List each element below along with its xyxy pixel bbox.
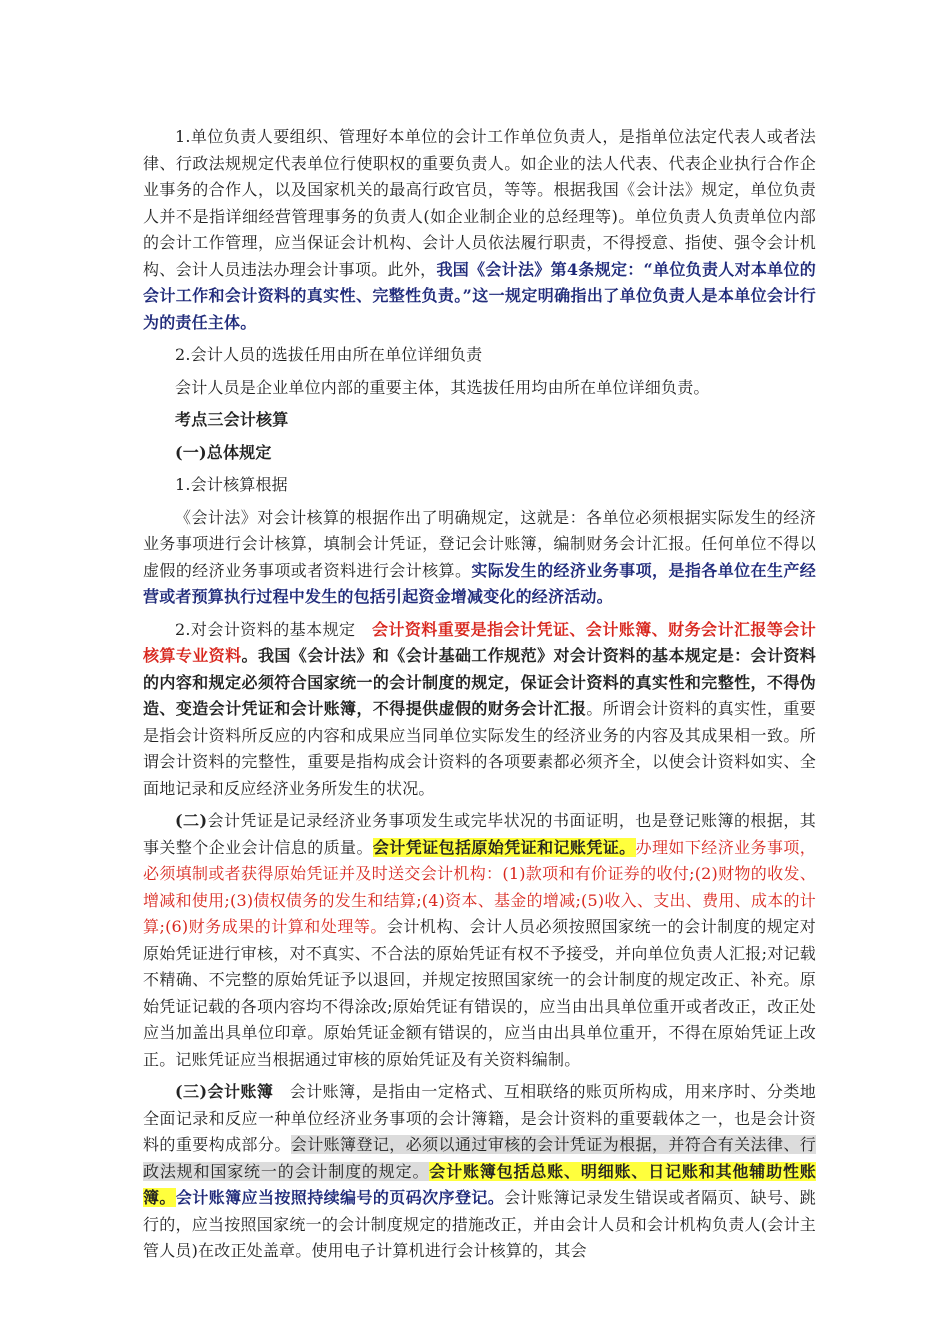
text-normal: 会计账簿，是指由一定格式、互相联络的账页所构成，用来序时、分类地全面记录和反应一种单位经济业务事项的会计簿籍，是会计资料的重要载体之一，也是会计资料的重要构成部分。 — [143, 1082, 816, 1154]
text-highlight: 会计账簿包括总账、明细账、日记账和其他辅助性账簿。 — [143, 1161, 816, 1207]
text-normal-2: 会计账簿记录发生错误或者隔页、缺号、跳行的，应当按照国家统一的会计制度规定的措施改正，并由会计人员和会计机构负责人(会计主管人员)在改正处盖章。使用电子计算机进行会计核算的，其会 — [143, 1188, 816, 1260]
text-highlight: 会计凭证包括原始凭证和记账凭证。 — [372, 837, 636, 857]
paragraph-accounting-basis — [143, 505, 816, 611]
paragraph-vouchers — [143, 808, 816, 1073]
text-heading: (二) — [175, 811, 208, 830]
text-normal: 1.单位负责人要组织、管理好本单位的会计工作单位负责人，是指单位法定代表人或者法律、行政法规规定代表单位行使职权的重要负责人。如企业的法人代表、代表企业执行合作企业事务的合作人，以及国家机关的最高行政官员，等等。根据我国《会计法》规定，单位负责人并不是指详细经营管理事务的负责人(如企业制企业的总经理等)。单位负责人负责单位内部的会计工作管理，应当保证会计机构、会计人员依法履行职责，不得授意、指使、强令会计机构、会计人员违法办理会计事项。此外， — [143, 127, 816, 279]
text-emphasis: 会计账簿应当按照持续编号的页码次序登记。 — [175, 1188, 505, 1207]
text-emphasis: 我国《会计法》第4条规定：“单位负责人对本单位的会计工作和会计资料的真实性、完整性负责。”这一规定明确指出了单位负责人是本单位会计行为的责任主体。 — [143, 259, 816, 332]
text-heading: (三)会计账簿 — [175, 1082, 274, 1101]
text-normal-2: 会计机构、会计人员必须按照国家统一的会计制度的规定对原始凭证进行审核，对不真实、不合法的原始凭证有权不予接受，并向单位负责人汇报;对记载不精确、不完整的原始凭证予以退回，并规定按照国家统一的会计制度的规定改正、补充。原始凭证记载的各项内容均不得涂改;原始凭证有错误的，应当由出具单位重开或者改正，改正处应当加盖出具单位印章。原始凭证金额有错误的，应当由出具单位重开，不得在原始凭证上改正。记账凭证应当根据通过审核的原始凭证及有关资料编制。 — [143, 917, 816, 1069]
paragraph-accounting-materials — [143, 617, 816, 803]
paragraph-staff-selection-title: 2.会计人员的选拔任用由所在单位详细负责 — [175, 345, 483, 364]
paragraph-account-books — [143, 1079, 816, 1265]
text-bold: 。我国《会计法》和《会计基础工作规范》对会计资料的基本规定是：会计资料的内容和规定必须符合国家统一的会计制度的规定，保证会计资料的真实性和完整性，不得伪造、变造会计凭证和会计账簿，不得提供虚假的财务会计汇报 — [143, 646, 816, 718]
text-emphasis: 实际发生的经济业务事项，是指各单位在生产经营或者预算执行过程中发生的包括引起资金增减变化的经济活动。 — [143, 560, 816, 606]
subsection-heading-general: (一)总体规定 — [175, 442, 272, 462]
text-red-bold: 会计资料重要是指会计凭证、会计账簿、财务会计汇报等会计核算专业资料 — [143, 619, 816, 665]
section-heading-accounting: 考点三会计核算 — [175, 410, 289, 429]
paragraph-unit-head-duty — [143, 124, 816, 336]
text-normal: 《会计法》对会计核算的根据作出了明确规定，这就是：各单位必须根据实际发生的经济业务事项进行会计核算，填制会计凭证，登记会计账簿，编制财务会计汇报。任何单位不得以虚假的经济业务事项或者资料进行会计核算。 — [143, 507, 816, 580]
text-normal: 。所谓会计资料的真实性，重要是指会计资料所反应的内容和成果应当同单位实际发生的经济业务的内容及其成果相一致。所谓会计资料的完整性，重要是指构成会计资料的各项要素都必须齐全，以使会计资料如实、全面地记录和反应经济业务所发生的状况。 — [143, 699, 816, 798]
text-red: 办理如下经济业务事项，必须填制或者获得原始凭证并及时送交会计机构：(1)款项和有价证券的收付;(2)财物的收发、增减和使用;(3)债权债务的发生和结算;(4)资本、基金的增减;(5)收入、支出、费用、成本的计算;(6)财务成果的计算和处理等。 — [143, 837, 816, 936]
text-lead: 2.对会计资料的基本规定 — [175, 619, 372, 639]
item-heading-basis: 1.会计核算根据 — [175, 475, 288, 494]
text-gray-highlight: 会计账簿登记，必须以通过审核的会计凭证为根据，并符合有关法律、行政法规和国家统一的会计制度的规定。 — [143, 1135, 816, 1181]
paragraph-staff-selection-body: 会计人员是企业单位内部的重要主体，其选拔任用均由所在单位详细负责。 — [175, 377, 710, 397]
text-normal: 会计凭证是记录经济业务事项发生或完毕状况的书面证明，也是登记账簿的根据，其事关整个企业会计信息的质量。 — [143, 811, 816, 857]
